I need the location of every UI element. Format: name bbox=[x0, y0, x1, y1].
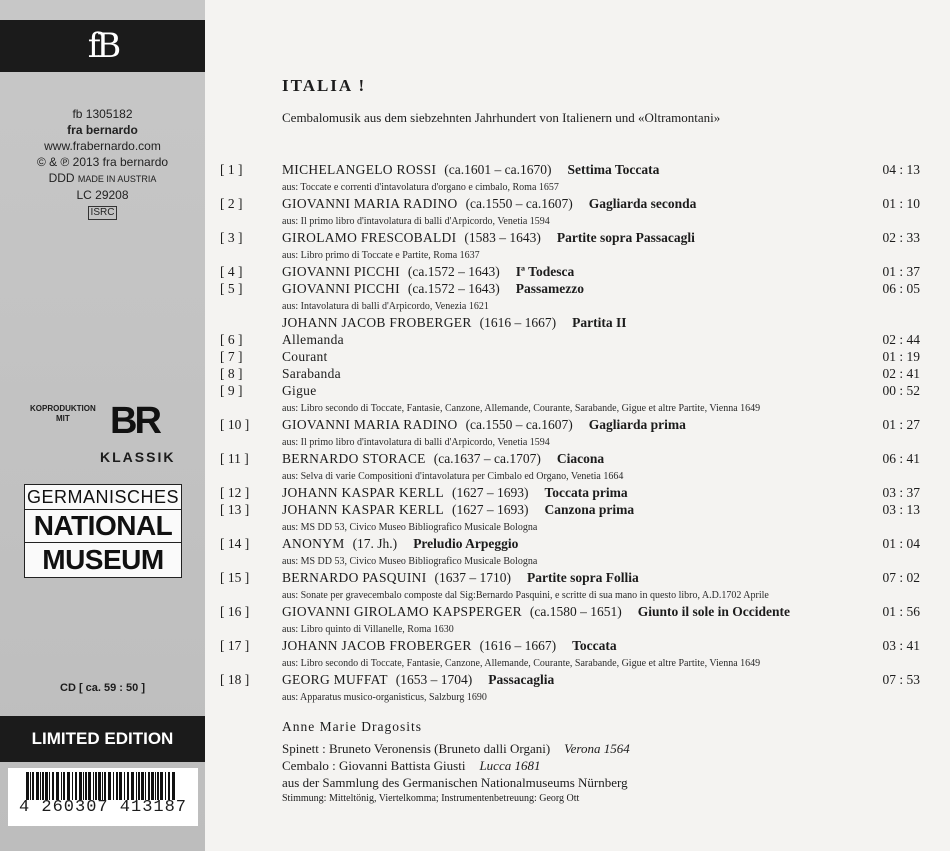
barcode-bar bbox=[93, 772, 94, 800]
track-row bbox=[220, 484, 944, 501]
track-duration: 01 : 19 bbox=[882, 349, 920, 364]
barcode-bar bbox=[56, 772, 59, 800]
barcode-bar bbox=[52, 772, 54, 800]
track-number: [ 8 ] bbox=[220, 366, 243, 381]
composer-dates: (ca.1580 – 1651) bbox=[529, 604, 622, 619]
composer-name: BERNARDO PASQUINI bbox=[282, 570, 427, 585]
source-note: aus: Sonate per gravecembalo composte dal Sig:Bernardo Pasquini, e scritte di sua mano in questo libro, A.D.1702 Aprile bbox=[282, 590, 769, 601]
work-title: Settima Toccata bbox=[567, 162, 660, 177]
track-duration: 02 : 41 bbox=[882, 366, 920, 381]
track-row bbox=[220, 637, 944, 654]
barcode-bar bbox=[116, 772, 118, 800]
composer-name: JOHANN KASPAR KERLL bbox=[282, 485, 444, 500]
barcode-bar bbox=[42, 772, 44, 800]
source-note: aus: Libro quinto di Villanelle, Roma 1630 bbox=[282, 624, 454, 635]
track-main bbox=[282, 484, 628, 501]
composer-name: GIROLAMO FRESCOBALDI bbox=[282, 230, 457, 245]
made-in: MADE IN AUSTRIA bbox=[77, 174, 157, 184]
barcode-bar bbox=[32, 772, 34, 800]
klassik-label: KLASSIK bbox=[100, 449, 176, 465]
composer-dates: (ca.1550 – ca.1607) bbox=[465, 196, 573, 211]
barcode-bar bbox=[160, 772, 163, 800]
barcode-bar bbox=[88, 772, 91, 800]
label-name: fra bernardo bbox=[67, 123, 138, 137]
barcode-bar bbox=[127, 772, 129, 800]
track-row bbox=[220, 331, 944, 348]
composer-name: Sarabanda bbox=[282, 366, 341, 381]
source-note: aus: Toccate e correnti d'intavolatura d'organo e cimbalo, Roma 1657 bbox=[282, 182, 559, 193]
br-logo-icon: BR bbox=[110, 400, 159, 442]
track-number: [ 1 ] bbox=[220, 162, 243, 177]
track-row bbox=[220, 416, 944, 433]
work-title: Iª Todesca bbox=[515, 264, 575, 279]
barcode-bar bbox=[172, 772, 175, 800]
isrc-badge: ISRC bbox=[88, 206, 118, 220]
track-row bbox=[220, 501, 944, 518]
ddd-line bbox=[0, 170, 205, 187]
source-note: aus: Selva di varie Compositioni d'intavolatura per Cimbalo ed Organo, Venetia 1664 bbox=[282, 471, 624, 482]
barcode-bar bbox=[165, 772, 166, 800]
album-subtitle: Cembalomusik aus dem siebzehnten Jahrhundert von Italienern und «Oltramontani» bbox=[282, 110, 721, 125]
track-number: [ 16 ] bbox=[220, 604, 250, 619]
work-title: Preludio Arpeggio bbox=[413, 536, 519, 551]
track-main bbox=[282, 314, 627, 331]
copyright: © & ℗ 2013 fra bernardo bbox=[36, 155, 169, 169]
track-number: [ 4 ] bbox=[220, 264, 243, 279]
source-note: aus: Libro secondo di Toccate, Fantasie, Canzone, Allemande, Courante, Sarabande, Gigue et altre Partite, Vienna 1649 bbox=[282, 658, 761, 669]
work-title: Passacaglia bbox=[488, 672, 555, 687]
barcode-bar bbox=[40, 772, 41, 800]
composer-name: GIOVANNI MARIA RADINO bbox=[282, 417, 458, 432]
track-number: [ 13 ] bbox=[220, 502, 250, 517]
barcode-bar bbox=[45, 772, 48, 800]
work-title: Canzona prima bbox=[544, 502, 635, 517]
barcode-bar bbox=[98, 772, 101, 800]
barcode-bar bbox=[102, 772, 103, 800]
track-duration: 01 : 04 bbox=[882, 536, 920, 551]
composer-dates: (ca.1572 – 1643) bbox=[407, 281, 500, 296]
track-number: [ 15 ] bbox=[220, 570, 250, 585]
album-title: ITALIA ! bbox=[282, 76, 367, 95]
track-main bbox=[282, 450, 604, 467]
track-number: [ 18 ] bbox=[220, 672, 250, 687]
track-duration: 01 : 56 bbox=[882, 604, 920, 619]
track-row bbox=[220, 195, 944, 212]
barcode-bar bbox=[131, 772, 134, 800]
composer-name: GIOVANNI PICCHI bbox=[282, 264, 400, 279]
track-main bbox=[282, 263, 574, 280]
performer-info bbox=[282, 718, 630, 807]
track-number: [ 14 ] bbox=[220, 536, 250, 551]
track-row bbox=[220, 161, 944, 178]
composer-dates: (1627 – 1693) bbox=[451, 502, 529, 517]
source-note: aus: MS DD 53, Civico Museo Bibliografico Musicale Bologna bbox=[282, 556, 538, 567]
work-title: Toccata bbox=[572, 638, 617, 653]
museum-line1: GERMANISCHES bbox=[25, 485, 181, 510]
track-number: [ 10 ] bbox=[220, 417, 250, 432]
barcode bbox=[8, 768, 198, 826]
instrument-2-place: Lucca 1681 bbox=[479, 758, 541, 773]
composer-name: JOHANN KASPAR KERLL bbox=[282, 502, 444, 517]
source-note: aus: Intavolatura di balli d'Arpicordo, Venezia 1621 bbox=[282, 301, 489, 312]
track-row bbox=[220, 365, 944, 382]
track-number: [ 3 ] bbox=[220, 230, 243, 245]
barcode-bar bbox=[83, 772, 84, 800]
barcode-bar bbox=[63, 772, 65, 800]
track-main bbox=[282, 671, 554, 688]
sidebar bbox=[0, 0, 205, 851]
barcode-bar bbox=[124, 772, 125, 800]
museum-logo bbox=[24, 484, 182, 578]
composer-dates: (ca.1637 – ca.1707) bbox=[433, 451, 541, 466]
composer-dates: (ca.1601 – ca.1670) bbox=[444, 162, 552, 177]
barcode-number: 4 260307 413187 bbox=[18, 798, 188, 817]
instrument-line bbox=[282, 757, 630, 774]
work-title: Gagliarda seconda bbox=[588, 196, 697, 211]
barcode-bar bbox=[148, 772, 150, 800]
track-main bbox=[282, 535, 518, 552]
barcode-bar bbox=[61, 772, 62, 800]
barcode-bar bbox=[141, 772, 144, 800]
track-duration: 03 : 13 bbox=[882, 502, 920, 517]
barcode-bar bbox=[104, 772, 106, 800]
barcode-bar bbox=[30, 772, 31, 800]
source-note: aus: Libro primo di Toccate e Partite, Roma 1637 bbox=[282, 250, 480, 261]
museum-line2: NATIONAL bbox=[25, 510, 181, 543]
track-row bbox=[220, 263, 944, 280]
composer-dates: (1616 – 1667) bbox=[479, 315, 557, 330]
track-number: [ 2 ] bbox=[220, 196, 243, 211]
track-duration: 06 : 41 bbox=[882, 451, 920, 466]
track-row bbox=[220, 535, 944, 552]
barcode-bar bbox=[79, 772, 82, 800]
composer-name: GIOVANNI GIROLAMO KAPSPERGER bbox=[282, 604, 522, 619]
composer-dates: (ca.1572 – 1643) bbox=[407, 264, 500, 279]
instrument-2: Cembalo : Giovanni Battista Giusti bbox=[282, 758, 466, 773]
track-duration: 03 : 37 bbox=[882, 485, 920, 500]
work-title: Partita II bbox=[572, 315, 627, 330]
composer-name: GIOVANNI MARIA RADINO bbox=[282, 196, 458, 211]
track-number: [ 12 ] bbox=[220, 485, 250, 500]
track-main bbox=[282, 382, 317, 399]
composer-dates: (1583 – 1643) bbox=[464, 230, 541, 245]
performer-name: Anne Marie Dragosits bbox=[282, 719, 422, 734]
track-duration: 07 : 02 bbox=[882, 570, 920, 585]
composer-dates: (1616 – 1667) bbox=[479, 638, 557, 653]
instrument-1-place: Verona 1564 bbox=[564, 741, 630, 756]
composer-dates: (17. Jh.) bbox=[352, 536, 398, 551]
website: www.frabernardo.com bbox=[44, 139, 161, 153]
track-number: [ 17 ] bbox=[220, 638, 250, 653]
koproduktion-text: KOPRODUKTION bbox=[30, 404, 96, 413]
track-main bbox=[282, 501, 634, 518]
track-duration: 01 : 27 bbox=[882, 417, 920, 432]
track-duration: 07 : 53 bbox=[882, 672, 920, 687]
work-title: Partite sopra Passacagli bbox=[556, 230, 695, 245]
limited-edition-banner: LIMITED EDITION bbox=[0, 716, 205, 762]
barcode-bar bbox=[138, 772, 140, 800]
source-note: aus: Il primo libro d'intavolatura di balli d'Arpicordo, Venetia 1594 bbox=[282, 216, 550, 227]
track-main bbox=[282, 229, 695, 246]
composer-name: GIOVANNI PICCHI bbox=[282, 281, 400, 296]
track-number: [ 6 ] bbox=[220, 332, 243, 347]
track-main bbox=[282, 416, 686, 433]
track-duration: 02 : 44 bbox=[882, 332, 920, 347]
track-main bbox=[282, 569, 639, 586]
track-duration: 01 : 37 bbox=[882, 264, 920, 279]
track-duration: 06 : 05 bbox=[882, 281, 920, 296]
fb-logo-icon: fB bbox=[87, 26, 118, 66]
track-main bbox=[282, 365, 341, 382]
track-main bbox=[282, 348, 328, 365]
track-number: [ 9 ] bbox=[220, 383, 243, 398]
barcode-bar bbox=[95, 772, 97, 800]
cd-duration: CD [ ca. 59 : 50 ] bbox=[60, 682, 145, 694]
barcode-bar bbox=[136, 772, 137, 800]
track-number: [ 7 ] bbox=[220, 349, 243, 364]
track-main bbox=[282, 280, 584, 297]
museum-line3: MUSEUM bbox=[42, 544, 164, 575]
barcode-bar bbox=[151, 772, 154, 800]
track-main bbox=[282, 331, 344, 348]
lc-code: LC 29208 bbox=[76, 188, 129, 202]
track-row bbox=[220, 229, 944, 246]
composer-name: JOHANN JACOB FROBERGER bbox=[282, 315, 472, 330]
source-note: aus: Libro secondo di Toccate, Fantasie, Canzone, Allemande, Courante, Sarabande, Gigue et altre Partite, Vienna 1649 bbox=[282, 403, 761, 414]
barcode-icon bbox=[26, 772, 180, 800]
barcode-bar bbox=[67, 772, 70, 800]
composer-dates: (1637 – 1710) bbox=[434, 570, 511, 585]
track-main bbox=[282, 195, 696, 212]
composer-name: Courant bbox=[282, 349, 328, 364]
track-row bbox=[220, 671, 944, 688]
barcode-bar bbox=[157, 772, 159, 800]
credits: Stimmung: Mitteltönig, Viertelkomma; Instrumentenbetreuung: Georg Ott bbox=[282, 793, 580, 804]
track-duration: 01 : 10 bbox=[882, 196, 920, 211]
catalog-number: fb 1305182 bbox=[72, 107, 133, 121]
track-row bbox=[220, 314, 944, 331]
work-title: Giunto il sole in Occidente bbox=[637, 604, 791, 619]
track-list bbox=[220, 161, 944, 705]
instrument-1: Spinett : Bruneto Veronensis (Bruneto dalli Organi) bbox=[282, 741, 551, 756]
barcode-bar bbox=[72, 772, 73, 800]
track-duration: 02 : 33 bbox=[882, 230, 920, 245]
barcode-bar bbox=[36, 772, 39, 800]
track-number: [ 5 ] bbox=[220, 281, 243, 296]
composer-dates: (1627 – 1693) bbox=[451, 485, 529, 500]
release-info bbox=[0, 106, 205, 220]
source-note: aus: Il primo libro d'intavolatura di balli d'Arpicordo, Venetia 1594 bbox=[282, 437, 550, 448]
barcode-bar bbox=[26, 772, 29, 800]
mit-text: MIT bbox=[56, 414, 70, 423]
composer-name: MICHELANGELO ROSSI bbox=[282, 162, 437, 177]
barcode-bar bbox=[85, 772, 87, 800]
track-row bbox=[220, 450, 944, 467]
barcode-bar bbox=[113, 772, 114, 800]
track-duration: 03 : 41 bbox=[882, 638, 920, 653]
track-row bbox=[220, 603, 944, 620]
barcode-bar bbox=[155, 772, 156, 800]
composer-name: JOHANN JACOB FROBERGER bbox=[282, 638, 472, 653]
composer-name: BERNARDO STORACE bbox=[282, 451, 426, 466]
barcode-bar bbox=[168, 772, 170, 800]
composer-dates: (1653 – 1704) bbox=[395, 672, 473, 687]
track-row bbox=[220, 382, 944, 399]
work-title: Toccata prima bbox=[544, 485, 628, 500]
barcode-bar bbox=[75, 772, 77, 800]
composer-name: Allemanda bbox=[282, 332, 344, 347]
work-title: Passamezzo bbox=[515, 281, 584, 296]
barcode-bar bbox=[49, 772, 50, 800]
track-main bbox=[282, 603, 790, 620]
composer-name: Gigue bbox=[282, 383, 317, 398]
barcode-bar bbox=[108, 772, 111, 800]
label-logo bbox=[0, 20, 205, 72]
koproduktion-label bbox=[30, 404, 96, 424]
track-main bbox=[282, 161, 659, 178]
collection-note: aus der Sammlung des Germanischen Nationalmuseums Nürnberg bbox=[282, 775, 628, 790]
instrument-line bbox=[282, 740, 630, 757]
track-main bbox=[282, 637, 617, 654]
composer-name: ANONYM bbox=[282, 536, 345, 551]
track-row bbox=[220, 348, 944, 365]
work-title: Gagliarda prima bbox=[588, 417, 686, 432]
track-duration: 04 : 13 bbox=[882, 162, 920, 177]
work-title: Partite sopra Follia bbox=[527, 570, 639, 585]
composer-name: GEORG MUFFAT bbox=[282, 672, 388, 687]
composer-dates: (ca.1550 – ca.1607) bbox=[465, 417, 573, 432]
track-number: [ 11 ] bbox=[220, 451, 249, 466]
track-duration: 00 : 52 bbox=[882, 383, 920, 398]
work-title: Ciacona bbox=[556, 451, 605, 466]
track-row bbox=[220, 569, 944, 586]
track-row bbox=[220, 280, 944, 297]
barcode-bar bbox=[145, 772, 146, 800]
source-note: aus: Apparatus musico-organisticus, Salzburg 1690 bbox=[282, 692, 487, 703]
source-note: aus: MS DD 53, Civico Museo Bibliografico Musicale Bologna bbox=[282, 522, 538, 533]
barcode-bar bbox=[119, 772, 122, 800]
ddd: DDD bbox=[48, 171, 75, 185]
